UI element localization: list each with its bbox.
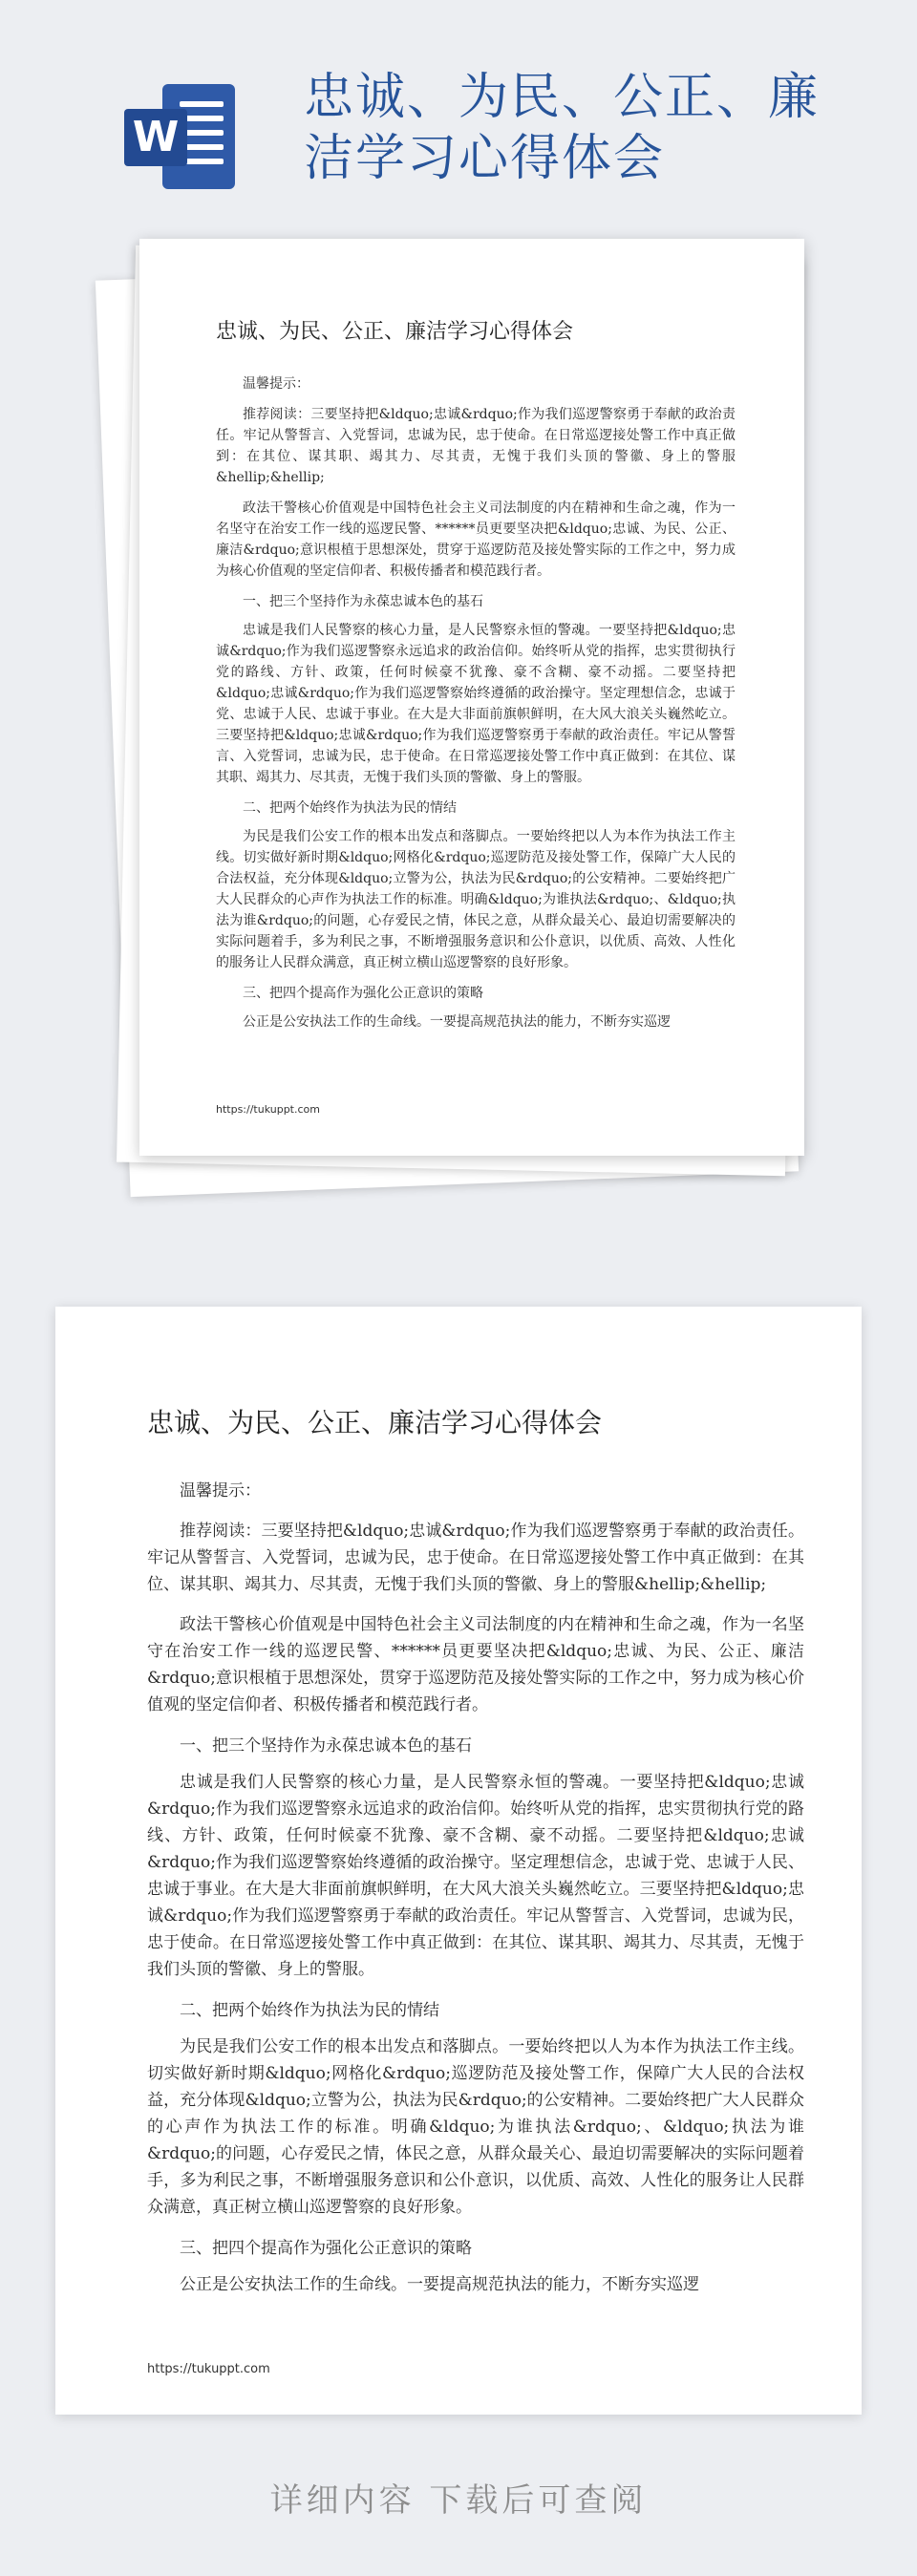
paragraph-5: 公正是公安执法工作的生命线。一要提高规范执法的能力，不断夯实巡逻 <box>180 2275 699 2294</box>
paragraph-2: 政法干警核心价值观是中国特色社会主义司法制度的内在精神和生命之魂，作为一名坚守在治安工作一线的巡逻民警、******员更要坚决把&ldquo;忠诚、为民、公正、廉洁&rdquo;意识根植于思想深处，贯穿于巡逻防范及接处警实际的工作之中，努力成为核心价值观的坚定信仰者、积极传播者和模范践行者。 <box>147 1615 804 1714</box>
paragraph-4: 为民是我们公安工作的根本出发点和落脚点。一要始终把以人为本作为执法工作主线。切实做好新时期&ldquo;网格化&rdquo;巡逻防范及接处警工作，保障广大人民的合法权益，充分体现&ldquo;立警为公，执法为民&rdquo;的公安精神。二要始终把广大人民群众的心声作为执法工作的标准。明确&ldquo;为谁执法&rdquo;、&ldquo;执法为谁&rdquo;的问题，心存爱民之情，体民之意，从群众最关心、最迫切需要解决的实际问题着手，多为利民之事，不断增强服务意识和公仆意识，以优质、高效、人性化的服务让人民群众满意，真正树立横山巡逻警察的良好形象。 <box>216 829 736 970</box>
section-heading-3: 三、把四个提高作为强化公正意识的策略 <box>243 986 483 1001</box>
tip-label: 温馨提示： <box>180 1481 261 1501</box>
paragraph-4: 为民是我们公安工作的根本出发点和落脚点。一要始终把以人为本作为执法工作主线。切实做好新时期&ldquo;网格化&rdquo;巡逻防范及接处警工作，保障广大人民的合法权益，充分体现&ldquo;立警为公，执法为民&rdquo;的公安精神。二要始终把广大人民群众的心声作为执法工作的标准。明确&ldquo;为谁执法&rdquo;、&ldquo;执法为谁&rdquo;的问题，心存爱民之情，体民之意，从群众最关心、最迫切需要解决的实际问题着手，多为利民之事，不断增强服务意识和公仆意识，以优质、高效、人性化的服务让人民群众满意，真正树立横山巡逻警察的良好形象。 <box>147 2037 804 2217</box>
document-page-large <box>55 1307 862 2415</box>
document-title: 忠诚、为民、公正、廉洁学习心得体会 <box>216 320 574 344</box>
header-banner <box>0 0 917 220</box>
section-heading-1: 一、把三个坚持作为永葆忠诚本色的基石 <box>243 594 483 609</box>
section-heading-2: 二、把两个始终作为执法为民的情结 <box>243 800 457 816</box>
document-preview-stack <box>105 239 812 1194</box>
source-url[interactable]: https://tukuppt.com <box>216 1103 320 1116</box>
word-document-icon <box>124 84 237 189</box>
tip-label: 温馨提示： <box>243 376 309 392</box>
section-heading-1: 一、把三个坚持作为永葆忠诚本色的基石 <box>180 1736 472 1756</box>
section-heading-2: 二、把两个始终作为执法为民的情结 <box>180 2001 439 2020</box>
source-url[interactable]: https://tukuppt.com <box>147 2362 270 2376</box>
paragraph-3: 忠诚是我们人民警察的核心力量，是人民警察永恒的警魂。一要坚持把&ldquo;忠诚&rdquo;作为我们巡逻警察永远追求的政治信仰。始终听从党的指挥，忠实贯彻执行党的路线、方针、政策，任何时候豪不犹豫、豪不含糊、豪不动摇。二要坚持把&ldquo;忠诚&rdquo;作为我们巡逻警察始终遵循的政治操守。坚定理想信念，忠诚于党、忠诚于人民、忠诚于事业。在大是大非面前旗帜鲜明，在大风大浪关头巍然屹立。三要坚持把&ldquo;忠诚&rdquo;作为我们巡逻警察勇于奉献的政治责任。牢记从警誓言、入党誓词，忠诚为民，忠于使命。在日常巡逻接处警工作中真正做到：在其位、谋其职、竭其力、尽其责，无愧于我们头顶的警徽、身上的警服。 <box>147 1773 804 1979</box>
section-heading-3: 三、把四个提高作为强化公正意识的策略 <box>180 2239 472 2258</box>
paragraph-1: 推荐阅读：三要坚持把&ldquo;忠诚&rdquo;作为我们巡逻警察勇于奉献的政治责任。牢记从警誓言、入党誓词，忠诚为民，忠于使命。在日常巡逻接处警工作中真正做到：在其位、谋其职、竭其力、尽其责，无愧于我们头顶的警徽、身上的警服&hellip;&hellip; <box>216 407 736 485</box>
paragraph-1: 推荐阅读：三要坚持把&ldquo;忠诚&rdquo;作为我们巡逻警察勇于奉献的政治责任。牢记从警誓言、入党誓词，忠诚为民，忠于使命。在日常巡逻接处警工作中真正做到：在其位、谋其职、竭其力、尽其责，无愧于我们头顶的警徽、身上的警服&hellip;&hellip; <box>147 1522 804 1594</box>
download-hint-text: 详细内容 下载后可查阅 <box>269 2481 648 2520</box>
paper-sheet-front <box>139 239 804 1156</box>
paragraph-2: 政法干警核心价值观是中国特色社会主义司法制度的内在精神和生命之魂，作为一名坚守在治安工作一线的巡逻民警、******员更要坚决把&ldquo;忠诚、为民、公正、廉洁&rdquo;意识根植于思想深处，贯穿于巡逻防范及接处警实际的工作之中，努力成为核心价值观的坚定信仰者、积极传播者和模范践行者。 <box>216 500 736 579</box>
paragraph-3: 忠诚是我们人民警察的核心力量，是人民警察永恒的警魂。一要坚持把&ldquo;忠诚&rdquo;作为我们巡逻警察永远追求的政治信仰。始终听从党的指挥，忠实贯彻执行党的路线、方针、政策，任何时候豪不犹豫、豪不含糊、豪不动摇。二要坚持把&ldquo;忠诚&rdquo;作为我们巡逻警察始终遵循的政治操守。坚定理想信念，忠诚于党、忠诚于人民、忠诚于事业。在大是大非面前旗帜鲜明，在大风大浪关头巍然屹立。三要坚持把&ldquo;忠诚&rdquo;作为我们巡逻警察勇于奉献的政治责任。牢记从警誓言、入党誓词，忠诚为民，忠于使命。在日常巡逻接处警工作中真正做到：在其位、谋其职、竭其力、尽其责，无愧于我们头顶的警徽、身上的警服。 <box>216 623 736 785</box>
word-letter-badge: W <box>124 109 187 166</box>
paragraph-5: 公正是公安执法工作的生命线。一要提高规范执法的能力，不断夯实巡逻 <box>243 1014 671 1030</box>
document-title: 忠诚、为民、公正、廉洁学习心得体会 <box>147 1407 603 1438</box>
header-title: 忠诚、为民、公正、廉洁学习心得体会 <box>304 69 821 187</box>
